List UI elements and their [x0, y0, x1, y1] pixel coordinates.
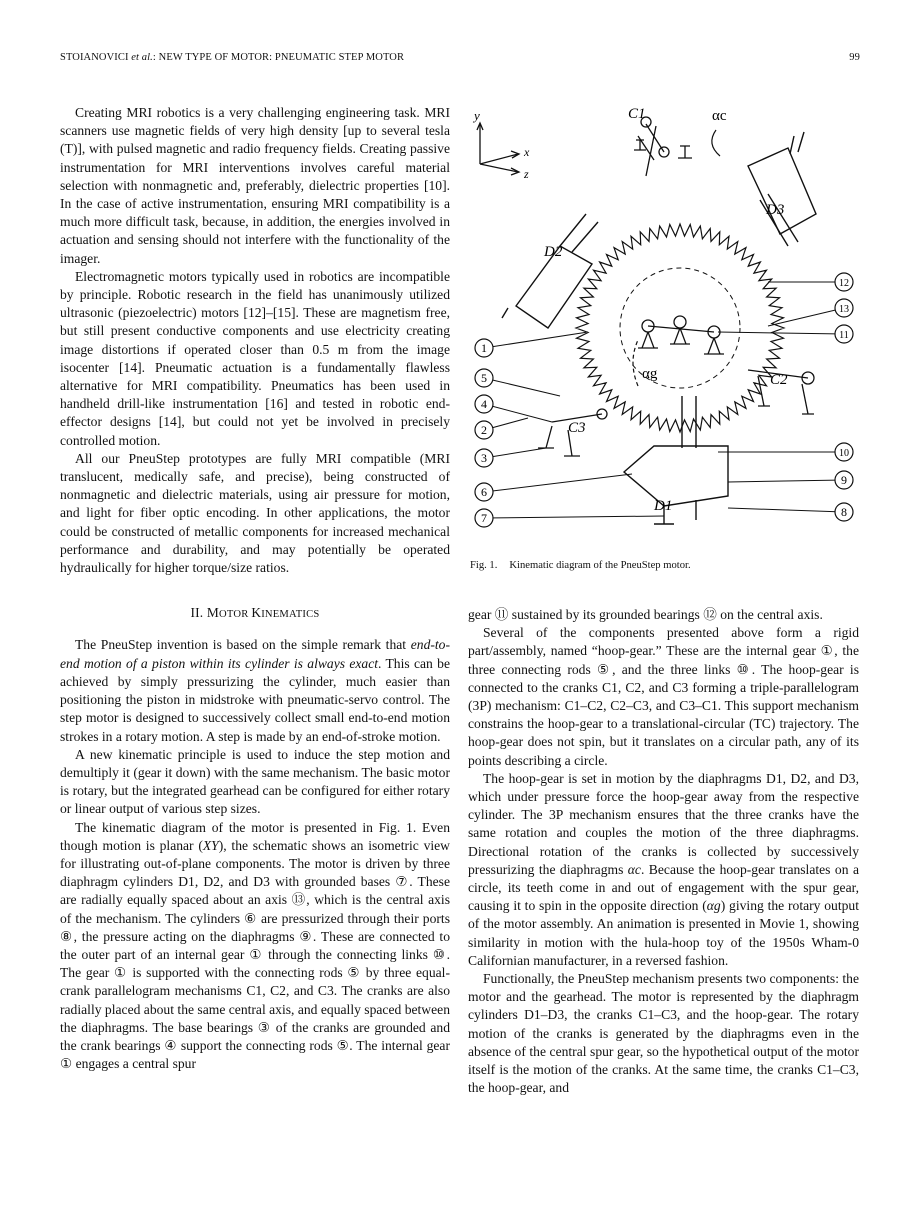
kinematic-diagram	[468, 96, 864, 536]
caption-label: Fig. 1.	[470, 560, 498, 571]
callout-number: 11	[839, 330, 849, 341]
paragraph: gear ⑪ sustained by its grounded bearings ⑫ on the central axis.	[468, 607, 823, 622]
callout-number: 3	[481, 451, 487, 465]
paragraph: The kinematic diagram of the motor is presented in Fig. 1. Even though motion is planar (XY), the schematic shows an isometric view for illustrating out-of-plane components. The motor is driven by three diaphragm cylinders D1, D2, and D3 with grounded bases ⑦. These are radially equally spaced about an axis ⑬, which is the central axis of the mechanism. The cylinders ⑥ are pressurized through their ports ⑧, the pressure acting on the diaphragms ⑨. These are connected to the outer part of an internal gear ① through the connecting links ⑩. The gear ① is supported with the connecting rods ⑤ by three equal-crank parallelogram mechanisms C1, C2, and C3. The cranks are also radially placed about the same central axis, and equally spaced between the diaphragms. The base bearings ③ of the cranks are grounded and the crank bearings ④ support the connecting rods ⑤. The internal gear ① engages a central spur	[60, 819, 450, 1072]
running-header	[60, 52, 860, 68]
running-title: STOIANOVICI et al.: NEW TYPE OF MOTOR: PNEUMATIC STEP MOTOR	[60, 52, 405, 63]
axis-y-label: y	[474, 108, 480, 123]
callout-leader	[718, 332, 844, 334]
axis-x-label: x	[524, 145, 530, 159]
label-d2: D2	[544, 244, 563, 260]
callout-leader	[728, 480, 844, 482]
crank-c1	[634, 117, 692, 176]
callout-number: 8	[841, 505, 847, 519]
callout-leader	[484, 378, 560, 396]
page-number: 99	[849, 52, 860, 63]
label-c1: C1	[628, 106, 646, 122]
paragraph: All our PneuStep prototypes are fully MRI compatible (MRI translucent, medically safe, and precise), being constructed of nonmagnetic and dielectric materials, using air pressure for motion, and light for fiber optic encoding. In other applications, the motor could be constructed of metallic components for increased mechanical performance and durability, and may potentially be operated hydraulically for higher torque/size ratios.	[60, 450, 450, 576]
callout-leader	[484, 474, 632, 492]
paragraph: The hoop-gear is set in motion by the diaphragms D1, D2, and D3, which under pressure force the hoop-gear away from the respective cylinder. The 3P mechanism ensures that the three cranks have the same rotation and couples the motion of the three diaphragms. Directional rotation of the cranks is collected by successively pressurizing the diaphragms αc. Because the hoop-gear translates on a circle, its teeth come in and out of engagement with the spur gear, causing it to spin in the opposite direction (αg) giving the rotary output of the motor assembly. An animation is presented in Movie 1, showing similarity in motion with the hula-hoop toy of the 1950s Wham-0 Californian manufacturer, in a reversed fashion.	[468, 770, 860, 968]
label-alpha-g: αg	[642, 366, 658, 382]
axes-triad	[477, 123, 519, 175]
kinematic-diagram-figure	[468, 96, 864, 536]
callouts-right	[718, 273, 853, 521]
caption-text: Kinematic diagram of the PneuStep motor.	[509, 560, 691, 571]
alpha-g-arrow	[633, 340, 638, 386]
diaphragm-d3	[748, 132, 816, 246]
label-d3: D3	[766, 202, 785, 218]
left-column	[60, 104, 450, 1073]
paragraph: Creating MRI robotics is a very challenging engineering task. MRI scanners use magnetic fields of very high density [up to several tesla (T)], with pulsed magnetic and radio frequency fields. Creating passive instrumentation for MRI interventions involves careful material selection with nonmagnetic and, preferably, dielectric properties [10]. In the case of active instrumentation, ensuring MRI compatibility is a much more difficult task, because, in addition, the energies involved in actuation and sensing should not interfere with the functionality of the imager.	[60, 105, 450, 266]
callout-number: 4	[481, 397, 487, 411]
callout-number: 6	[481, 485, 487, 499]
callout-number: 2	[481, 423, 487, 437]
callout-leader	[484, 404, 552, 422]
callout-number: 5	[481, 371, 487, 385]
callout-leader	[484, 516, 664, 518]
diaphragm-d1	[624, 396, 728, 524]
label-c3: C3	[568, 420, 586, 436]
callout-number: 7	[481, 511, 487, 525]
axis-z-label: z	[524, 167, 529, 181]
paragraph: A new kinematic principle is used to induce the step motion and demultiply it (gear it down) with the same mechanism. The basic motor is rotary, but the integrated gearhead can be configured for either rotary or linear output of various step sizes.	[60, 746, 450, 817]
section-heading: II. MOTOR KINEMATICS	[190, 605, 320, 621]
callout-number: 9	[841, 473, 847, 487]
paragraph: Electromagnetic motors typically used in robotics are incompatible by principle. Robotic research in the field has unanimously utilized ultrasonic (piezoelectric) motors [12]–[15]. These are magnetism free, but still present conductive components and use electricity creating image distortions if operated closer than 0.5 m from the image isocenter [14]. Pneumatic actuation is a fundamentally flawless alternative for MRI compatibility. Pneumatics has been used in handheld drill-like instrumentation [16] and tested in robotic end-effector designs [14], but could not yet be involved in precisely controlled motion.	[60, 268, 450, 448]
paragraph: Functionally, the PneuStep mechanism presents two components: the motor and the gearhead. The motor is represented by the diaphragm cylinders D1–D3, the cranks C1–C3, and the hoop-gear. The rotary motion of the cranks is generated by the diaphragms even in the absence of the central spur gear, so the hypothetical output of the motor itself is the motion of the cranks. At the same time, the cranks C1–C3, the hoop-gear, and	[468, 971, 859, 1096]
callout-leader	[484, 332, 588, 348]
label-c2: C2	[770, 372, 788, 388]
paragraph: Several of the components presented above form a rigid part/assembly, named “hoop-gear.” These are the internal gear ①, the three connecting rods ⑤, and the three links ⑩. The hoop-gear is connected to the cranks C1, C2, and C3 forming a triple-parallelogram (3P) mechanism: C1–C2, C2–C3, and C3–C1. This support mechanism constrains the hoop-gear to a translational-circular (TC) trajectory. The hoop-gear does not spin, but it translates on a circular path, any of its points describing a circle.	[468, 625, 859, 768]
callout-number: 1	[481, 341, 487, 355]
callout-leader	[728, 508, 844, 512]
callout-number: 10	[839, 448, 849, 459]
central-cranks	[638, 316, 724, 354]
alpha-c-arrow	[712, 130, 720, 156]
callout-number: 12	[839, 278, 849, 289]
figure-caption	[470, 560, 860, 571]
label-alpha-c: αc	[712, 108, 727, 124]
label-d1: D1	[654, 498, 673, 514]
paragraph: The PneuStep invention is based on the simple remark that end-to-end motion of a piston within its cylinder is always exact. This can be achieved by simply pressurizing the cylinder, much easier than positioning the piston in midstroke with pneumatic-servo control. The step motor is designed to successively collect small end-to-end motion strokes in a rotary motion. A step is made by an end-of-stroke motion.	[60, 637, 450, 744]
callout-number: 13	[839, 304, 849, 315]
right-column	[468, 606, 859, 1097]
